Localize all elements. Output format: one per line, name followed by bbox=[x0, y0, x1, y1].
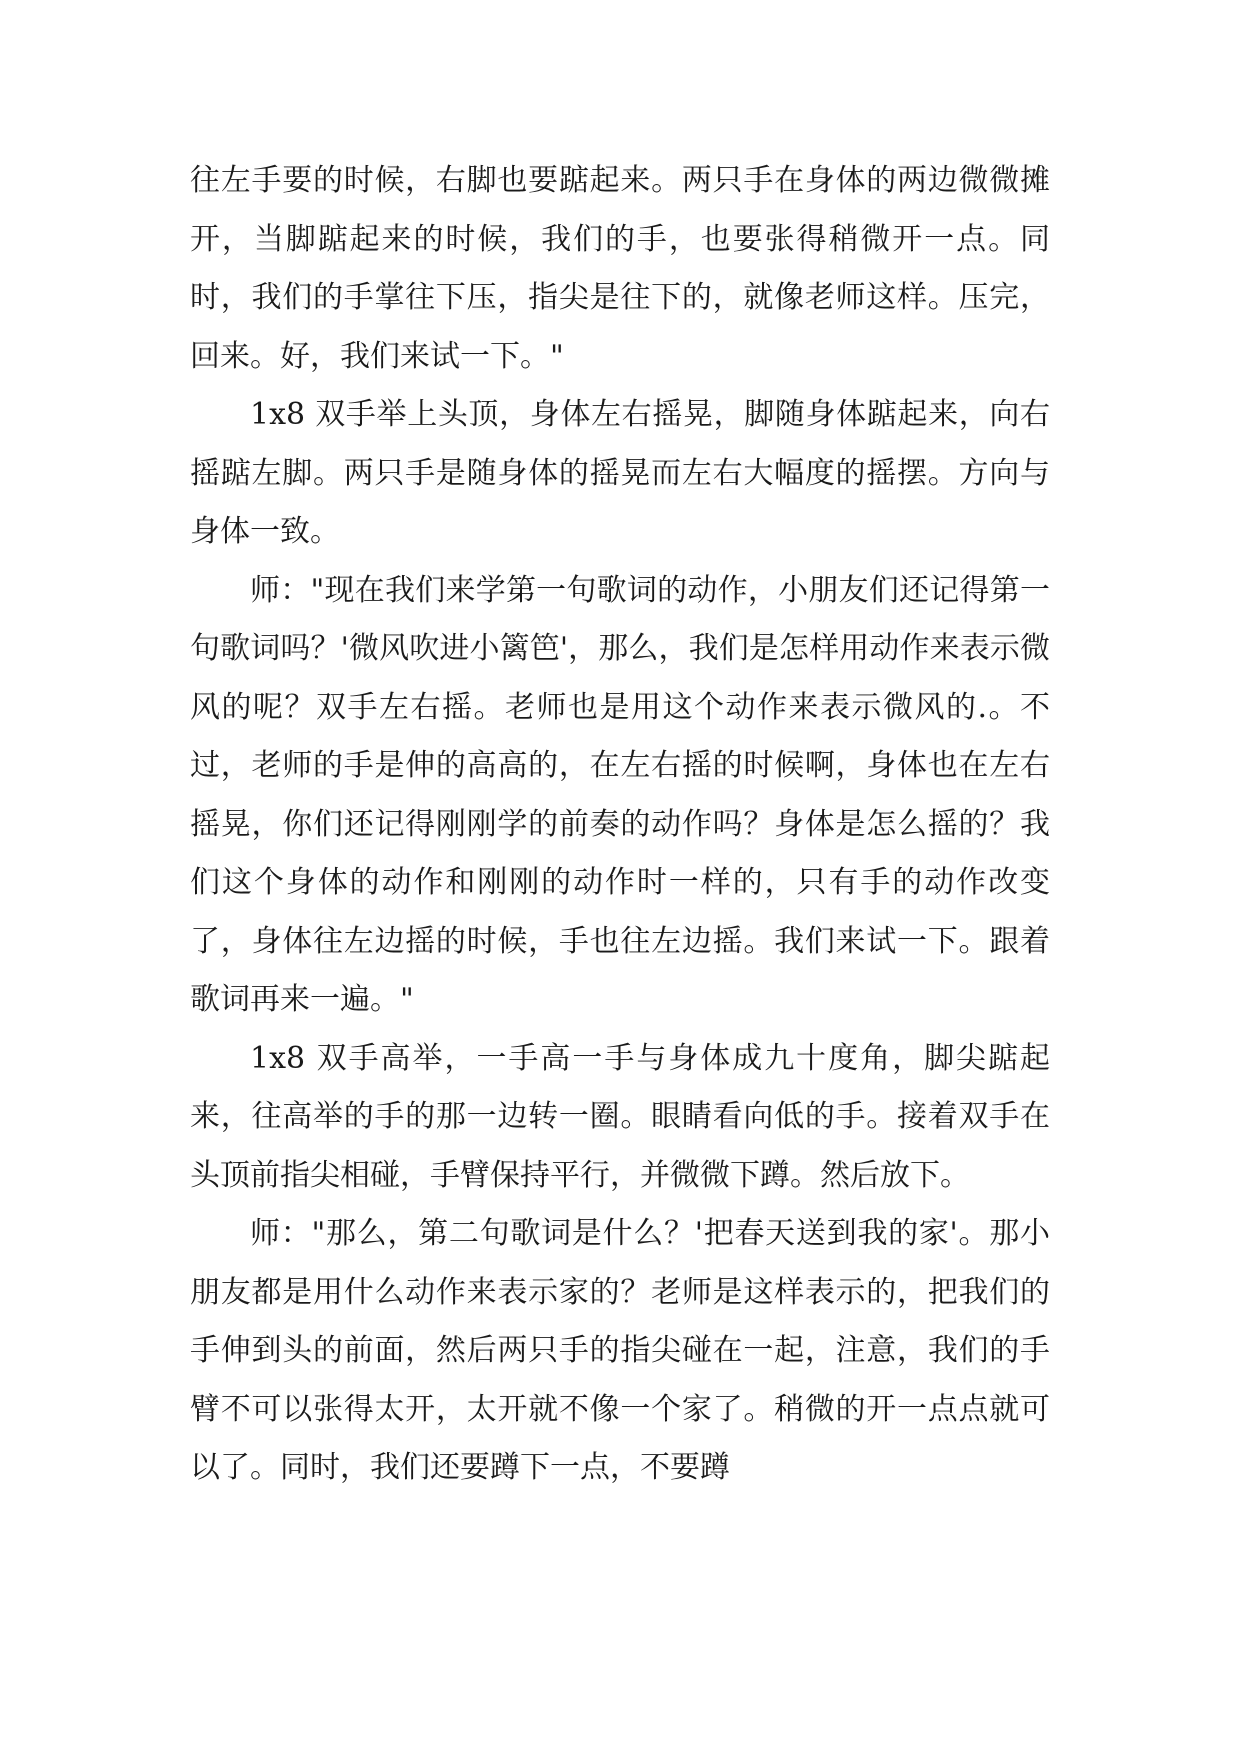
paragraph-3: 师："现在我们来学第一句歌词的动作，小朋友们还记得第一句歌词吗？'微风吹进小篱笆'，那么，我们是怎样用动作来表示微风的呢？双手左右摇。老师也是用这个动作来表示微风的.。不过，老师的手是伸的高高的，在左右摇的时候啊，身体也在左右摇晃，你们还记得刚刚学的前奏的动作吗？身体是怎么摇的？我们这个身体的动作和刚刚的动作时一样的，只有手的动作改变了，身体往左边摇的时候，手也往左边摇。我们来试一下。跟着歌词再来一遍。" bbox=[190, 572, 1050, 1017]
paragraph-1: 往左手要的时候，右脚也要踮起来。两只手在身体的两边微微摊开，当脚踮起来的时候，我们的手，也要张得稍微开一点。同时，我们的手掌往下压，指尖是往下的，就像老师这样。压完，回来。好，我们来试一下。" bbox=[190, 163, 1050, 374]
paragraph-2: 1x8 双手举上头顶，身体左右摇晃，脚随身体踮起来，向右摇踮左脚。两只手是随身体的摇晃而左右大幅度的摇摆。方向与身体一致。 bbox=[190, 397, 1050, 549]
paragraph-4: 1x8 双手高举，一手高一手与身体成九十度角，脚尖踮起来，往高举的手的那一边转一圈。眼睛看向低的手。接着双手在头顶前指尖相碰，手臂保持平行，并微微下蹲。然后放下。 bbox=[190, 1040, 1050, 1193]
document-body bbox=[190, 152, 1050, 1498]
paragraph-5: 师："那么，第二句歌词是什么？'把春天送到我的家'。那小朋友都是用什么动作来表示家的？老师是这样表示的，把我们的手伸到头的前面，然后两只手的指尖碰在一起，注意，我们的手臂不可以张得太开，太开就不像一个家了。稍微的开一点点就可以了。同时，我们还要蹲下一点，不要蹲 bbox=[190, 1216, 1050, 1485]
